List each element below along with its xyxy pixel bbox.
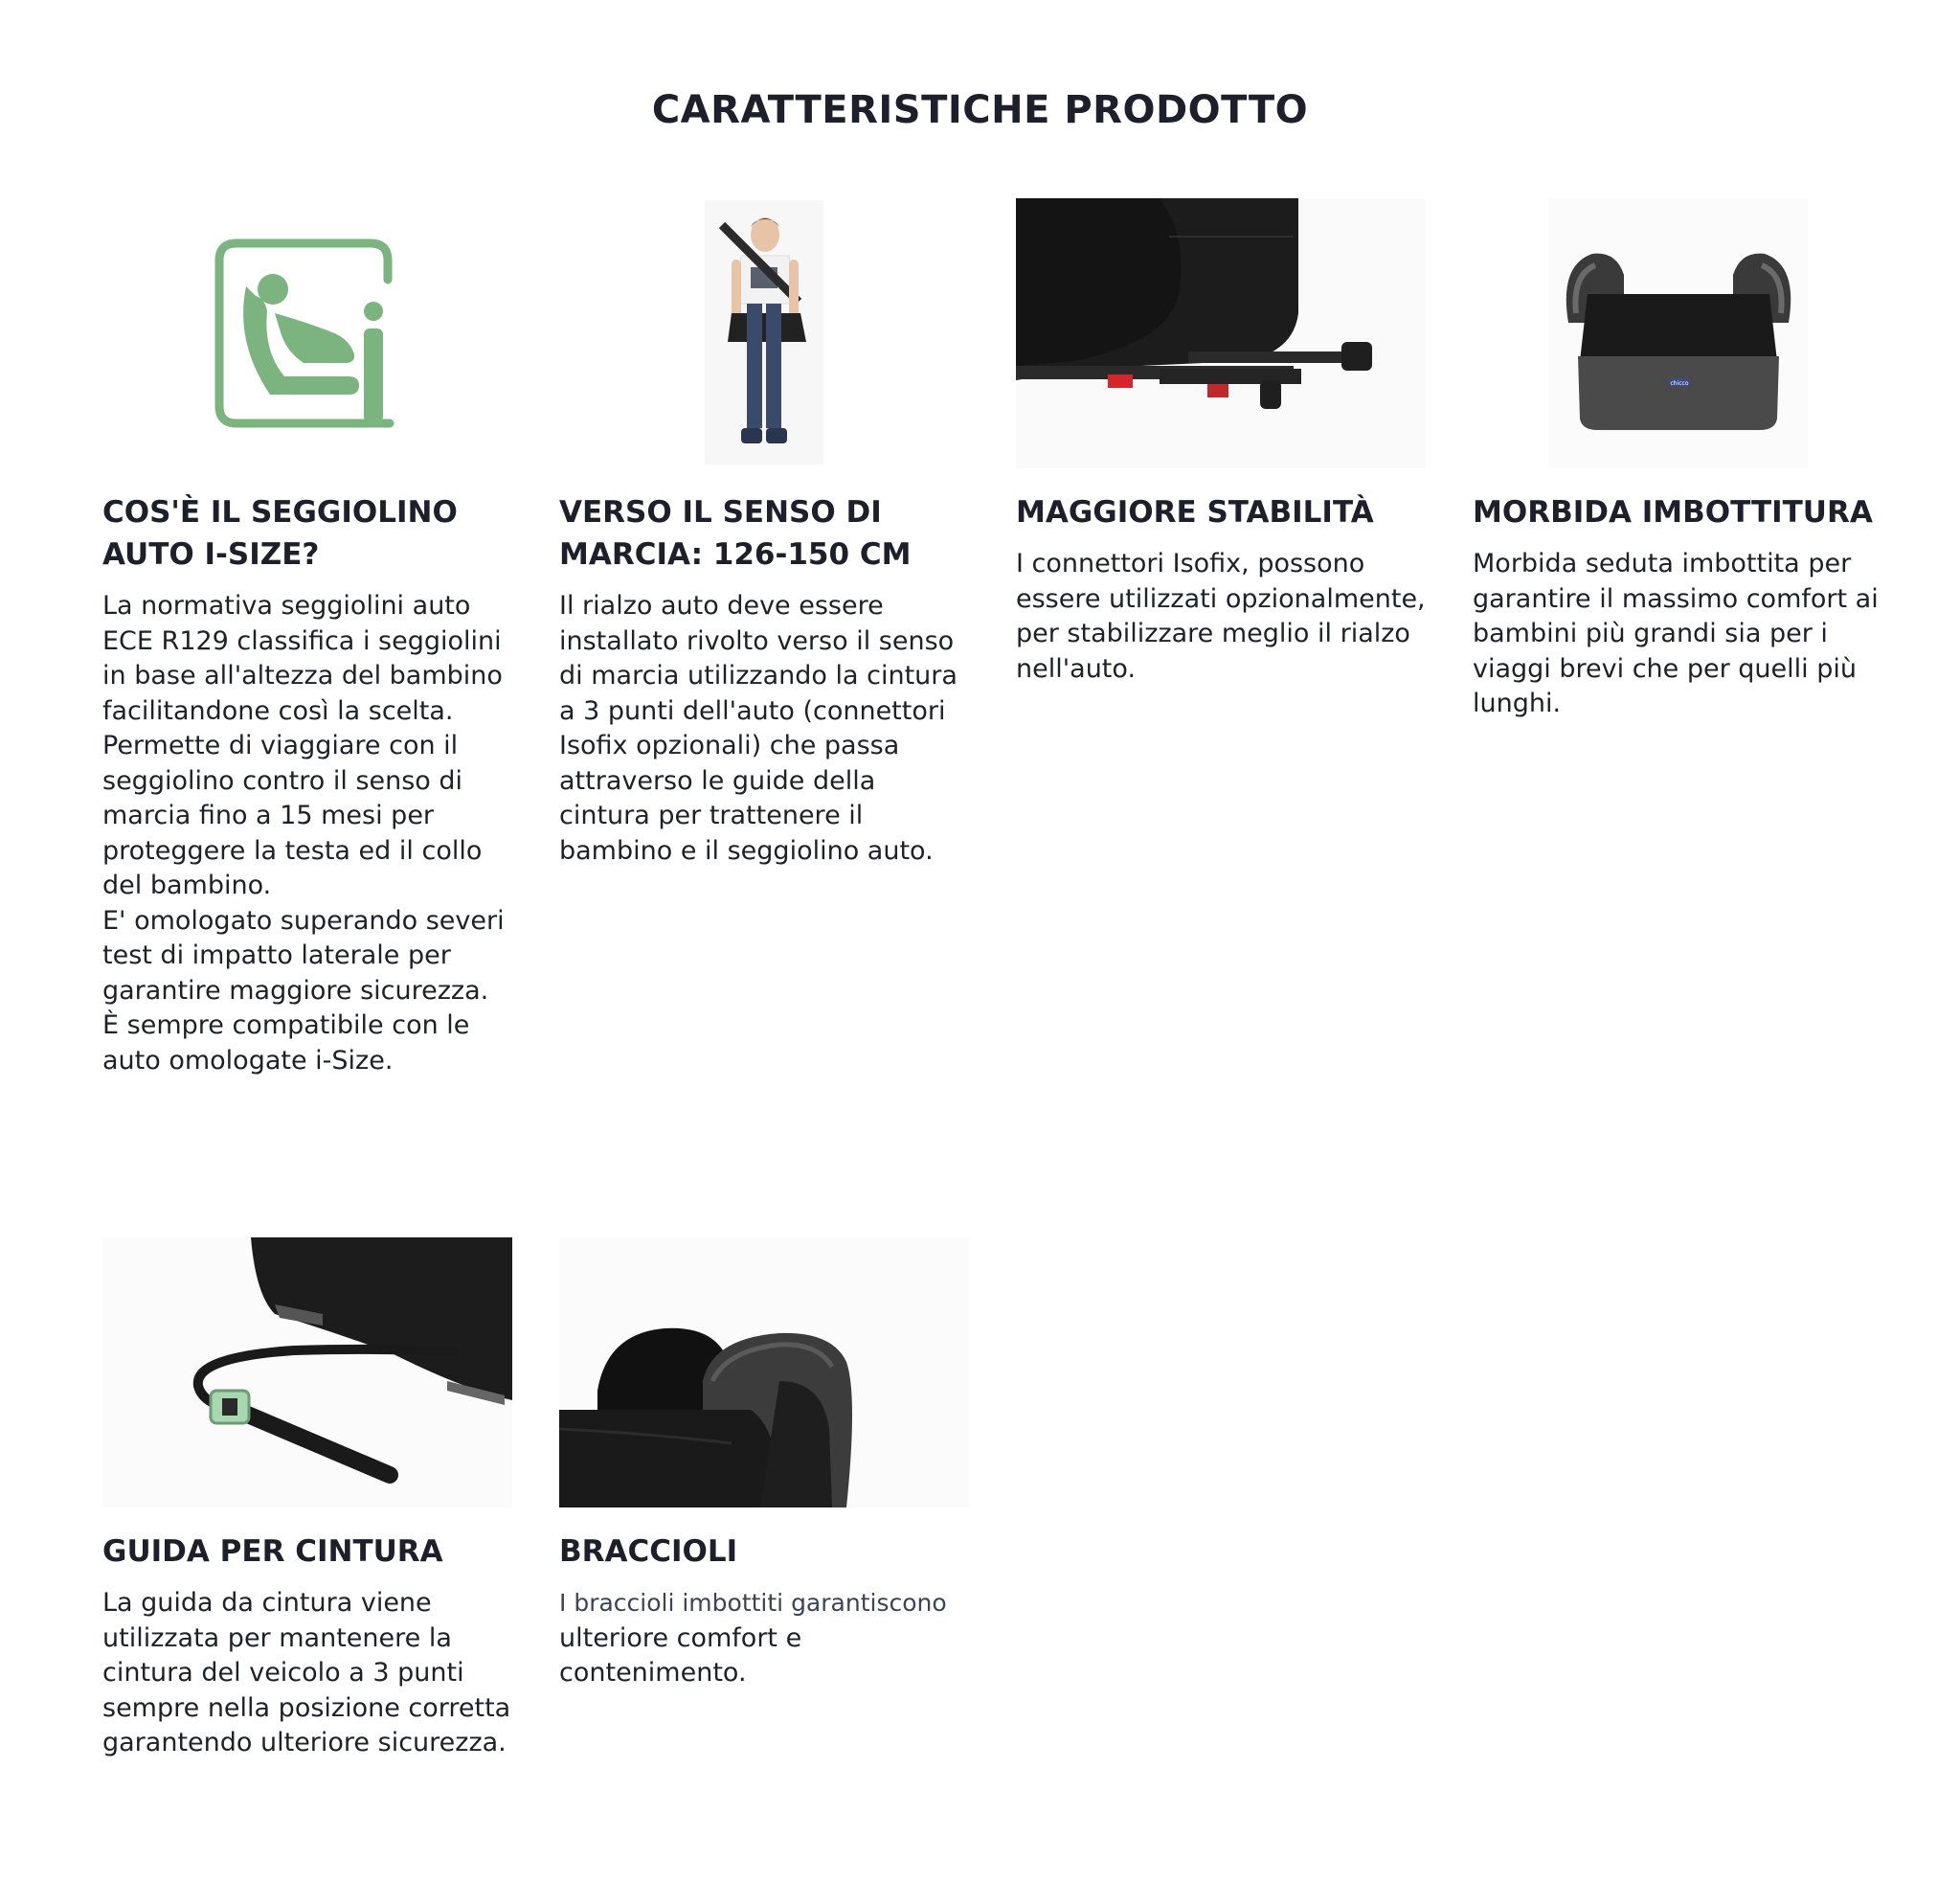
feature-paragraph: Permette di viaggiare con il seggiolino contro il senso di marcia fino a 15 mesi per proteggere la testa ed il collo del bambino. [102,731,483,900]
i-size-logo-icon [102,198,512,468]
belt-guide-photo [102,1237,512,1507]
feature-card-forward-facing [559,198,969,869]
feature-paragraph [559,1586,969,1691]
feature-body-text: ulteriore comfort e contenimento. [559,1622,802,1688]
isofix-connectors-photo [1016,198,1426,468]
feature-description [102,1586,512,1761]
feature-paragraph: Morbida seduta imbottita per garantire il massimo comfort ai bambini più grandi sia per i viaggi brevi che per quelli più lunghi. [1473,549,1879,718]
feature-title: GUIDA PER CINTURA [102,1534,443,1569]
feature-paragraph: È sempre compatibile con le auto omologate i-Size. [102,1010,470,1076]
feature-card-padding [1473,198,1882,722]
feature-description [1473,547,1882,722]
feature-paragraph: La normativa seggiolini auto ECE R129 classifica i seggiolini in base all'altezza del bambino facilitandone così la scelta. [102,591,503,726]
feature-title: BRACCIOLI [559,1534,738,1569]
armrest-photo [559,1237,969,1507]
feature-highlight-text: I braccioli imbottiti garantiscono [559,1589,947,1617]
feature-title: COS'È IL SEGGIOLINO AUTO I-SIZE? [102,495,458,572]
feature-title: MAGGIORE STABILITÀ [1016,495,1374,530]
feature-paragraph: I connettori Isofix, possono essere utilizzati opzionalmente, per stabilizzare meglio il rialzo nell'auto. [1016,549,1426,684]
feature-paragraph: Il rialzo auto deve essere installato rivolto verso il senso di marcia utilizzando la cintura a 3 punti dell'auto (connettori Isofix opzionali) che passa attraverso le guide della cintura per trattenere il bambino e il seggiolino auto. [559,591,957,866]
feature-card-stability [1016,198,1426,687]
feature-description [559,1586,969,1691]
feature-card-armrests [559,1237,969,1691]
feature-title: MORBIDA IMBOTTITURA [1473,495,1873,530]
feature-description [1016,547,1426,687]
feature-paragraph: La guida da cintura viene utilizzata per mantenere la cintura del veicolo a 3 punti sempre nella posizione corretta garantendo ulteriore sicurezza. [102,1588,511,1757]
feature-title: VERSO IL SENSO DI MARCIA: 126-150 CM [559,495,912,572]
feature-card-i-size [102,198,512,1078]
page-title: CARATTERISTICHE PRODOTTO [651,88,1309,132]
feature-description [102,589,512,1078]
booster-seat-photo [1473,198,1882,468]
child-on-booster-photo [559,198,969,468]
feature-card-belt-guide [102,1237,512,1761]
brand-badge: chicco [1670,380,1689,387]
feature-description [559,589,969,869]
feature-paragraph: E' omologato superando severi test di impatto laterale per garantire maggiore sicurezza. [102,905,505,1006]
